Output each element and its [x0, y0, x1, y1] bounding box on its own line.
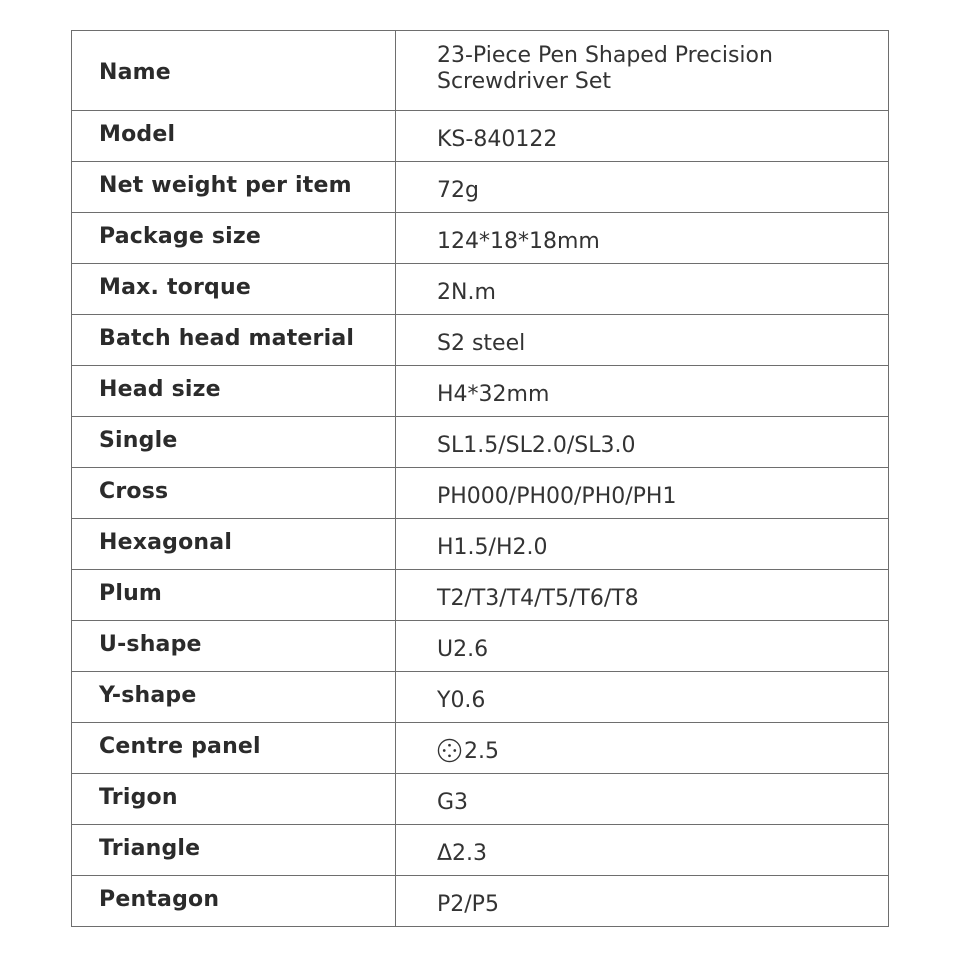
row-label-cell [72, 519, 396, 570]
row-label: U-shape [99, 631, 202, 657]
row-label: Model [99, 121, 176, 147]
row-label: Name [99, 60, 171, 85]
row-value: G3 [437, 790, 469, 815]
row-value-cell [396, 672, 889, 723]
row-value: T2/T3/T4/T5/T6/T8 [437, 586, 639, 611]
row-label: Net weight per item [99, 172, 352, 198]
table-row [72, 31, 889, 111]
row-label-cell [72, 621, 396, 672]
row-label-cell [72, 315, 396, 366]
row-label: Package size [99, 223, 261, 249]
row-label-cell [72, 162, 396, 213]
row-label-cell [72, 876, 396, 927]
row-label-cell [72, 570, 396, 621]
row-value-cell [396, 417, 889, 468]
row-label: Max. torque [99, 274, 251, 300]
row-value: S2 steel [437, 331, 526, 356]
row-value: Y0.6 [437, 688, 486, 713]
table-row [72, 213, 889, 264]
table-row [72, 570, 889, 621]
row-value: 124*18*18mm [437, 229, 600, 254]
table-row [72, 162, 889, 213]
row-label-cell [72, 213, 396, 264]
row-value-cell [396, 366, 889, 417]
table-row [72, 876, 889, 927]
row-label: Head size [99, 376, 221, 402]
row-label: Cross [99, 478, 169, 504]
row-value-cell [396, 621, 889, 672]
row-value-cell [396, 468, 889, 519]
row-label-cell [72, 672, 396, 723]
row-label: Centre panel [99, 733, 261, 759]
row-value: H4*32mm [437, 382, 550, 407]
row-value-cell [396, 31, 889, 111]
row-label: Hexagonal [99, 529, 233, 555]
table-row [72, 366, 889, 417]
row-label-cell [72, 468, 396, 519]
row-value-cell [396, 774, 889, 825]
row-value: U2.6 [437, 637, 489, 662]
row-value-with-icon [437, 739, 499, 765]
row-label-cell [72, 31, 396, 111]
row-label-cell [72, 723, 396, 774]
row-label-cell [72, 366, 396, 417]
table-row [72, 468, 889, 519]
row-label: Triangle [99, 835, 201, 861]
row-value: KS-840122 [437, 127, 558, 152]
row-value-cell [396, 825, 889, 876]
row-label: Batch head material [99, 325, 355, 351]
row-label-cell [72, 264, 396, 315]
row-value: PH000/PH00/PH0/PH1 [437, 484, 677, 509]
row-value: P2/P5 [437, 892, 499, 917]
table-row [72, 264, 889, 315]
row-value-cell [396, 213, 889, 264]
row-label-cell [72, 825, 396, 876]
row-label: Pentagon [99, 886, 220, 912]
row-value: Δ2.3 [437, 841, 488, 866]
row-value-cell [396, 111, 889, 162]
row-value-cell [396, 162, 889, 213]
table-row [72, 315, 889, 366]
row-value: 72g [437, 178, 479, 203]
row-label-cell [72, 774, 396, 825]
row-label-cell [72, 417, 396, 468]
table-row [72, 825, 889, 876]
row-label-cell [72, 111, 396, 162]
table-row [72, 723, 889, 774]
row-value-cell [396, 570, 889, 621]
row-value-cell [396, 315, 889, 366]
row-value-cell [396, 519, 889, 570]
four-dot-circle-icon [437, 738, 462, 763]
row-label: Single [99, 427, 178, 453]
table-row [72, 519, 889, 570]
row-value-cell [396, 723, 889, 774]
table-row [72, 111, 889, 162]
row-label: Y-shape [99, 682, 197, 708]
table-row [72, 417, 889, 468]
row-value: 2.5 [464, 739, 499, 764]
table-row [72, 672, 889, 723]
table-row [72, 774, 889, 825]
row-value-cell [396, 264, 889, 315]
row-value-cell [396, 876, 889, 927]
row-value: 2N.m [437, 280, 496, 305]
row-value: 23-Piece Pen Shaped Precision Screwdriver Set [437, 42, 773, 94]
spec-table [71, 30, 889, 927]
row-label: Plum [99, 580, 163, 606]
row-label: Trigon [99, 784, 178, 810]
table-row [72, 621, 889, 672]
row-value: SL1.5/SL2.0/SL3.0 [437, 433, 636, 458]
row-value: H1.5/H2.0 [437, 535, 548, 560]
